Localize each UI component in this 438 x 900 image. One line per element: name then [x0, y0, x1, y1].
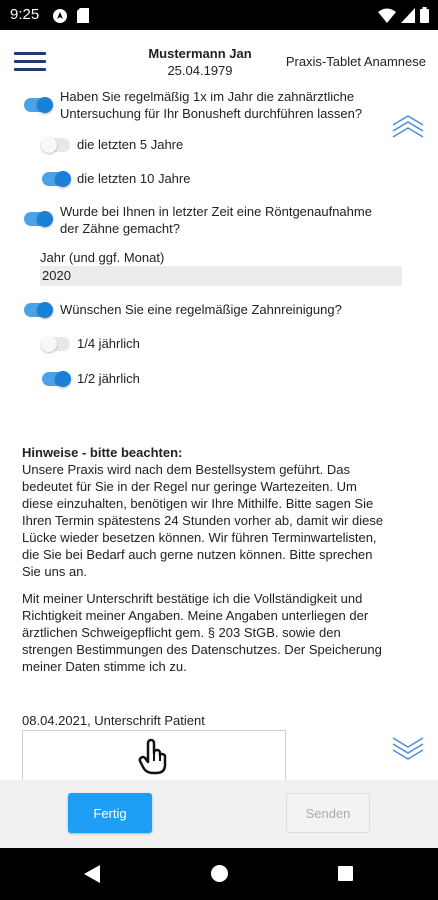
notes-line: Unsere Praxis wird nach dem Bestellsystem geführt. Das: [22, 462, 351, 477]
double-chevron-up-icon: [390, 112, 426, 142]
notes-line: strengen Bestimmungen des Datenschutzes. Der Speicherung: [22, 642, 382, 657]
recents-icon[interactable]: [338, 866, 353, 881]
notes-line: Mit meiner Unterschrift bestätige ich die Vollständigkeit und: [22, 591, 363, 606]
send-button[interactable]: Senden: [286, 793, 370, 833]
back-icon[interactable]: [84, 865, 100, 883]
done-button[interactable]: Fertig: [68, 793, 152, 833]
notes-line: diese einzuhalten, benötigen wir Ihre Mithilfe. Bitte sagen Sie: [22, 496, 374, 511]
notes-line: Richtigkeit meiner Angaben. Meine Angaben unterliegen der: [22, 608, 369, 623]
location-icon: [52, 8, 68, 24]
year-input[interactable]: 2020: [40, 266, 402, 286]
scroll-down-button[interactable]: [390, 733, 426, 763]
status-bar: [0, 0, 438, 30]
notes-line: Lücke wieder besetzen können. Wir führen Terminwartelisten,: [22, 530, 377, 545]
patient-name: Mustermann Jan: [148, 46, 252, 61]
notes-line: die Sie bei Bedarf auch gerne nutzen können. Bitte sprechen: [22, 547, 373, 562]
notes-line: Sie uns an.: [22, 564, 88, 579]
notes-line: Ihren Termin spätestens 24 Stunden vorher ab, damit wir diese: [22, 513, 384, 528]
toggle-5-years[interactable]: [42, 138, 70, 152]
option-half-yearly-label: 1/2 jährlich: [77, 371, 140, 386]
notes-paragraph-2: [22, 590, 382, 675]
toggle-half-yearly[interactable]: [42, 372, 70, 386]
menu-icon[interactable]: [14, 52, 46, 72]
toggle-10-years[interactable]: [42, 172, 70, 186]
notes-line: ärztlichen Schweigepflicht gem. § 203 StGB. sowie den: [22, 625, 341, 640]
year-label: Jahr (und ggf. Monat): [40, 250, 165, 265]
option-10-years-label: die letzten 10 Jahre: [77, 171, 191, 186]
toggle-cleaning[interactable]: [24, 303, 52, 317]
signal-icon: [401, 8, 415, 23]
option-5-years-label: die letzten 5 Jahre: [77, 137, 184, 152]
double-chevron-down-icon: [390, 733, 426, 763]
system-nav-bar: [0, 848, 438, 900]
notes-line: bedeutet für Sie in der Regel nur geringe Wartezeiten. Um: [22, 479, 357, 494]
app-title: Praxis-Tablet Anamnese: [285, 54, 426, 69]
question-cleaning: Wünschen Sie eine regelmäßige Zahnreinigung?: [60, 302, 342, 317]
option-quarterly-label: 1/4 jährlich: [77, 336, 140, 351]
question-xray-line1: Wurde bei Ihnen in letzter Zeit eine Röntgenaufnahme: [60, 204, 372, 219]
status-time: 9:25: [10, 6, 40, 23]
toggle-bonus[interactable]: [24, 98, 52, 112]
toggle-quarterly[interactable]: [42, 337, 70, 351]
scroll-up-button[interactable]: [390, 112, 426, 142]
notes-heading: Hinweise - bitte beachten:: [22, 445, 183, 460]
notes-line: meiner Daten stimme ich zu.: [22, 659, 187, 674]
form-content[interactable]: [0, 92, 438, 780]
sd-card-icon: [77, 8, 89, 23]
app-header: [0, 30, 438, 92]
wifi-icon: [378, 8, 396, 23]
hand-pointer-icon: [138, 737, 170, 775]
patient-dob: 25.04.1979: [167, 63, 233, 78]
notes-paragraph-1: [22, 461, 383, 580]
question-bonus-line2: Untersuchung für Ihr Bonusheft durchführen lassen?: [60, 106, 363, 121]
signature-label: 08.04.2021, Unterschrift Patient: [22, 713, 205, 728]
question-xray-line2: der Zähne gemacht?: [60, 221, 180, 236]
battery-icon: [420, 7, 429, 23]
action-bar: [0, 780, 438, 848]
question-bonus-line1: Haben Sie regelmäßig 1x im Jahr die zahnärztliche: [60, 92, 355, 104]
toggle-xray[interactable]: [24, 212, 52, 226]
home-icon[interactable]: [211, 865, 228, 882]
signature-pad[interactable]: [22, 730, 286, 780]
